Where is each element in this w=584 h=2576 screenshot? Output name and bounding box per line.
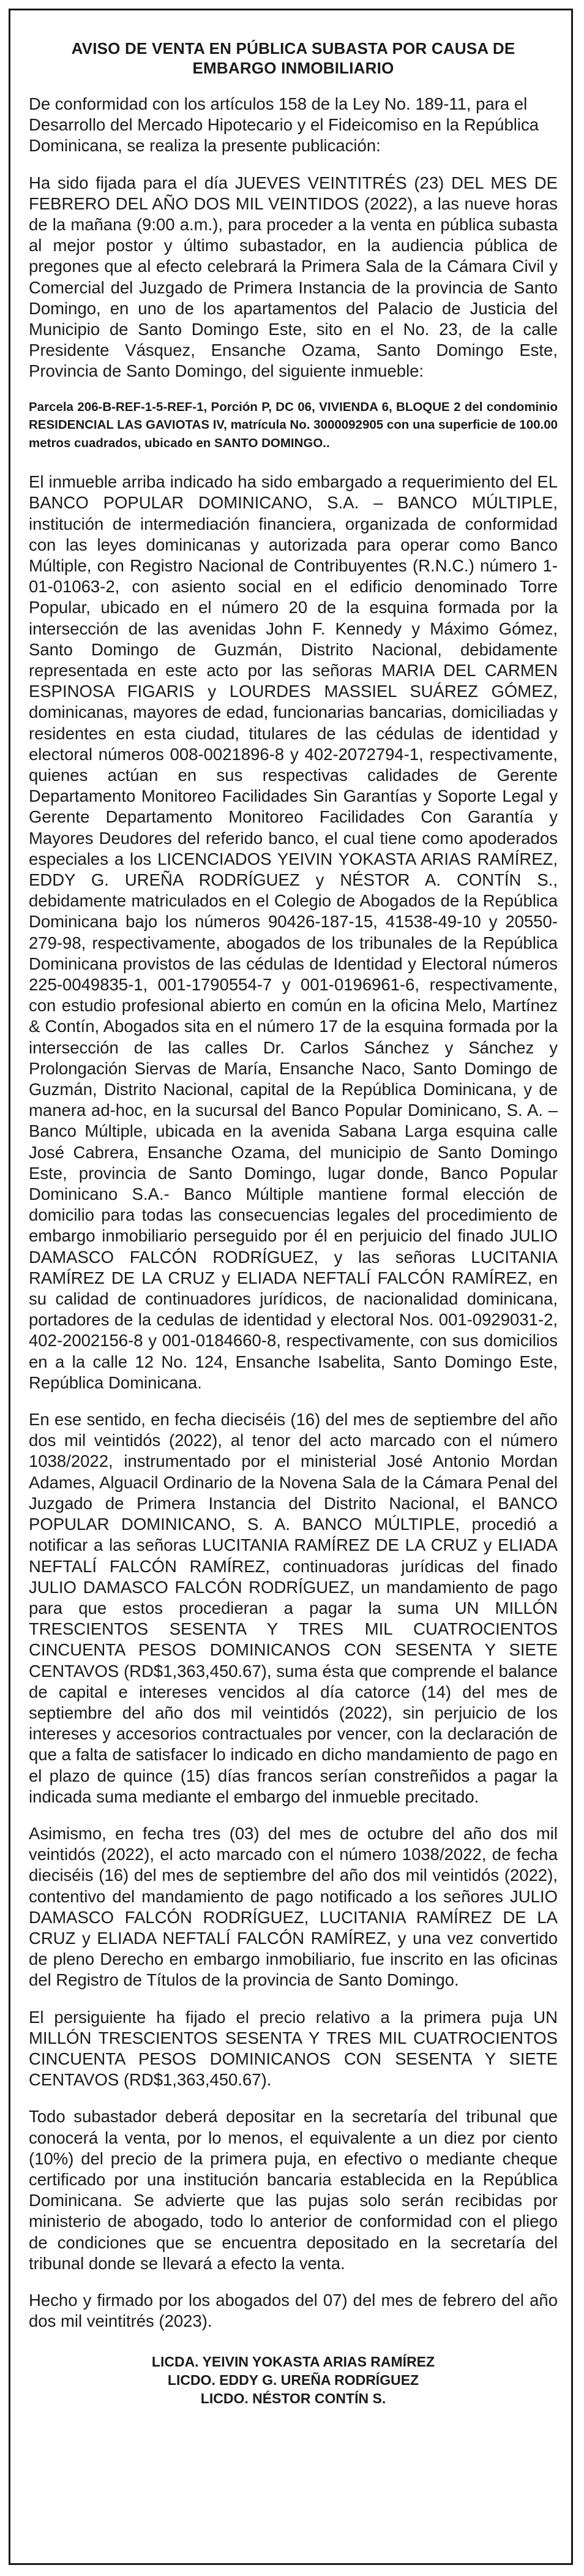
registry-paragraph: Asimismo, en fecha tres (03) del mes de octubre del año dos mil veintidós (2022), el acto marcado con el número 1038/2022, de fecha dieciséis (16) del mes de septiembre del año dos mil veintidós (2022), contentivo del mandamiento de pago notificado a los señores JULIO DAMASCO FALCÓN RODRÍGUEZ, LUCITANIA RAMÍREZ DE LA CRUZ y ELIADA NEFTALÍ FALCÓN RAMÍREZ, y una vez convertido de pleno Derecho en embargo inmobiliario, fue inscrito en las oficinas del Registro de Títulos de la provincia de Santo Domingo. <box>29 1823 558 1990</box>
closing-paragraph: Hecho y firmado por los abogados del 07) del mes de febrero del año dos mil veintitrés (2023). <box>29 2291 558 2331</box>
price-paragraph: El persiguiente ha fijado el precio relativo a la primera puja UN MILLÓN TRESCIENTOS SESENTA Y TRES MIL CUATROCIENTOS CINCUENTA PESOS DOMINICANOS CON SESENTA Y SIETE CENTAVOS (RD$1,363,450.67). <box>29 2007 558 2090</box>
auction-date-paragraph: Ha sido fijada para el día JUEVES VEINTITRÉS (23) DEL MES DE FEBRERO DEL AÑO DOS MIL VEINTIDOS (2022), a las nueve horas de la mañana (9:00 a.m.), para proceder a la venta en pública subasta al mejor postor y último subastador, en la audiencia pública de pregones que al efecto celebrará la Primera Sala de la Cámara Civil y Comercial del Juzgado de Primera Instancia de la provincia de Santo Domingo, en uno de los apartamentos del Palacio de Justicia del Municipio de Santo Domingo Este, sito en el No. 23, de la calle Presidente Vásquez, Ensanche Ozama, Santo Domingo Este, Provincia de Santo Domingo, del siguiente inmueble: <box>29 173 558 381</box>
signature-line: LICDA. YEIVIN YOKASTA ARIAS RAMÍREZ <box>151 2354 435 2370</box>
intro-paragraph: De conformidad con los artículos 158 de la Ley No. 189-11, para el Desarrollo del Mercado Hipotecario y el Fideicomiso en la República Dominicana, se realiza la presente publicación: <box>29 94 539 156</box>
signature-line: LICDO. NÉSTOR CONTÍN S. <box>200 2390 386 2407</box>
signature-block <box>29 2352 558 2408</box>
notice-content <box>29 39 558 2408</box>
seizure-paragraph: El inmueble arriba indicado ha sido embargado a requerimiento del EL BANCO POPULAR DOMINICANO, S.A. – BANCO MÚLTIPLE, institución de intermediación financiera, organizada de conformidad con las leyes dominicanas y autorizada para operar como Banco Múltiple, con Registro Nacional de Contribuyentes (R.N.C.) número 1-01-01063-2, con asiento social en el edificio denominado Torre Popular, ubicado en el número 20 de la esquina formada por la intersección de las avenidas John F. Kennedy y Máximo Gómez, Santo Domingo de Guzmán, Distrito Nacional, debidamente representada en este acto por las señoras MARIA DEL CARMEN ESPINOSA FIGARIS y LOURDES MASSIEL SUÁREZ GÓMEZ, dominicanas, mayores de edad, funcionarias bancarias, domiciliadas y residentes en esta ciudad, titulares de las cédulas de identidad y electoral números 008-0021896-8 y 402-2072794-1, respectivamente, quienes actúan en sus respectivas calidades de Gerente Departamento Monitoreo Facilidades Sin Garantías y Soporte Legal y Gerente Departamento Monitoreo Facilidades Con Garantía y Mayores Deudores del referido banco, el cual tiene como apoderados especiales a los LICENCIADOS YEIVIN YOKASTA ARIAS RAMÍREZ, EDDY G. UREÑA RODRÍGUEZ y NÉSTOR A. CONTÍN S., debidamente matriculados en el Colegio de Abogados de la República Dominicana bajo los números 90426-187-15, 41538-49-10 y 20550-279-98, respectivamente, abogados de los tribunales de la República Dominicana provistos de las cédulas de Identidad y Electoral números 225-0049835-1, 001-1790554-7 y 001-0196961-6, respectivamente, con estudio profesional abierto en común en la oficina Melo, Martínez & Contín, Abogados sita en el número 17 de la esquina formada por la intersección de las calles Dr. Carlos Sánchez y Sánchez y Prolongación Siervas de María, Ensanche Naco, Santo Domingo de Guzmán, Distrito Nacional, capital de la República Dominicana, y de manera ad-hoc, en la sucursal del Banco Popular Dominicano, S. A. – Banco Múltiple, ubicada en la avenida Sabana Larga esquina calle José Cabrera, Ensanche Ozama, del municipio de Santo Domingo Este, provincia de Santo Domingo, lugar donde, Banco Popular Dominicano S.A.- Banco Múltiple mantiene formal elección de domicilio para todas las consecuencias legales del procedimiento de embargo inmobiliario perseguido por él en perjuicio del finado JULIO DAMASCO FALCÓN RODRÍGUEZ, y las señoras LUCITANIA RAMÍREZ DE LA CRUZ y ELIADA NEFTALÍ FALCÓN RAMÍREZ, en su calidad de continuadores jurídicos, de nacionalidad dominicana, portadores de la cedulas de identidad y electoral Nos. 001-0929031-2, 402-2002156-8 y 001-0184660-8, respectivamente, con sus domicilios en a la calle 12 No. 124, Ensanche Isabelita, Santo Domingo Este, República Dominicana. <box>29 472 558 1392</box>
deposit-paragraph: Todo subastador deberá depositar en la secretaría del tribunal que conocerá la venta, por lo menos, el equivalente a un diez por ciento (10%) del precio de la primera puja, en efectivo o mediante cheque certificado por una institución bancaria establecida en la República Dominicana. Se advierte que las pujas solo serán recibidas por ministerio de abogado, todo lo anterior de conformidad con el pliego de condiciones que se encuentra depositado en la secretaría del tribunal donde se llevará a efecto la venta. <box>29 2107 558 2273</box>
signature-line: LICDO. EDDY G. UREÑA RODRÍGUEZ <box>167 2372 419 2389</box>
notice-frame <box>9 9 573 2565</box>
notice-title-line-1: AVISO DE VENTA EN PÚBLICA SUBASTA POR CAUSA DE <box>71 39 515 58</box>
payment-command-paragraph: En ese sentido, en fecha dieciséis (16) del mes de septiembre del año dos mil veintidós (2022), al tenor del acto marcado con el número 1038/2022, instrumentado por el ministerial José Antonio Mordan Adames, Alguacil Ordinario de la Novena Sala de la Cámara Penal del Juzgado de Primera Instancia del Distrito Nacional, el BANCO POPULAR DOMINICANO, S. A. BANCO MÚLTIPLE, procedió a notificar a las señoras LUCITANIA RAMÍREZ DE LA CRUZ y ELIADA NEFTALÍ FALCÓN RAMÍREZ, continuadoras jurídicas del finado JULIO DAMASCO FALCÓN RODRÍGUEZ, un mandamiento de pago para que estos procedieran a pagar la suma UN MILLÓN TRESCIENTOS SESENTA Y TRES MIL CUATROCIENTOS CINCUENTA PESOS DOMINICANOS CON SESENTA Y SIETE CENTAVOS (RD$1,363,450.67), suma ésta que comprende el balance de capital e intereses vencidos al día catorce (14) del mes de septiembre del año dos mil veintidós (2022), sin perjuicio de los intereses y accesorios contractuales por vencer, con la declaración de que a falta de satisfacer lo indicado en dicho mandamiento de pago en el plazo de quince (15) días francos serían constreñidos a pagar la indicada suma mediante el embargo del inmueble precitado. <box>29 1410 558 1806</box>
property-description: Parcela 206-B-REF-1-5-REF-1, Porción P, DC 06, VIVIENDA 6, BLOQUE 2 del condominio RESIDENCIAL LAS GAVIOTAS IV, matrícula No. 3000092905 con una superficie de 100.00 metros cuadrados, ubicado en SANTO DOMINGO.. <box>29 399 558 450</box>
notice-title-line-2: EMBARGO INMOBILIARIO <box>192 59 394 77</box>
notice-title <box>29 39 558 78</box>
